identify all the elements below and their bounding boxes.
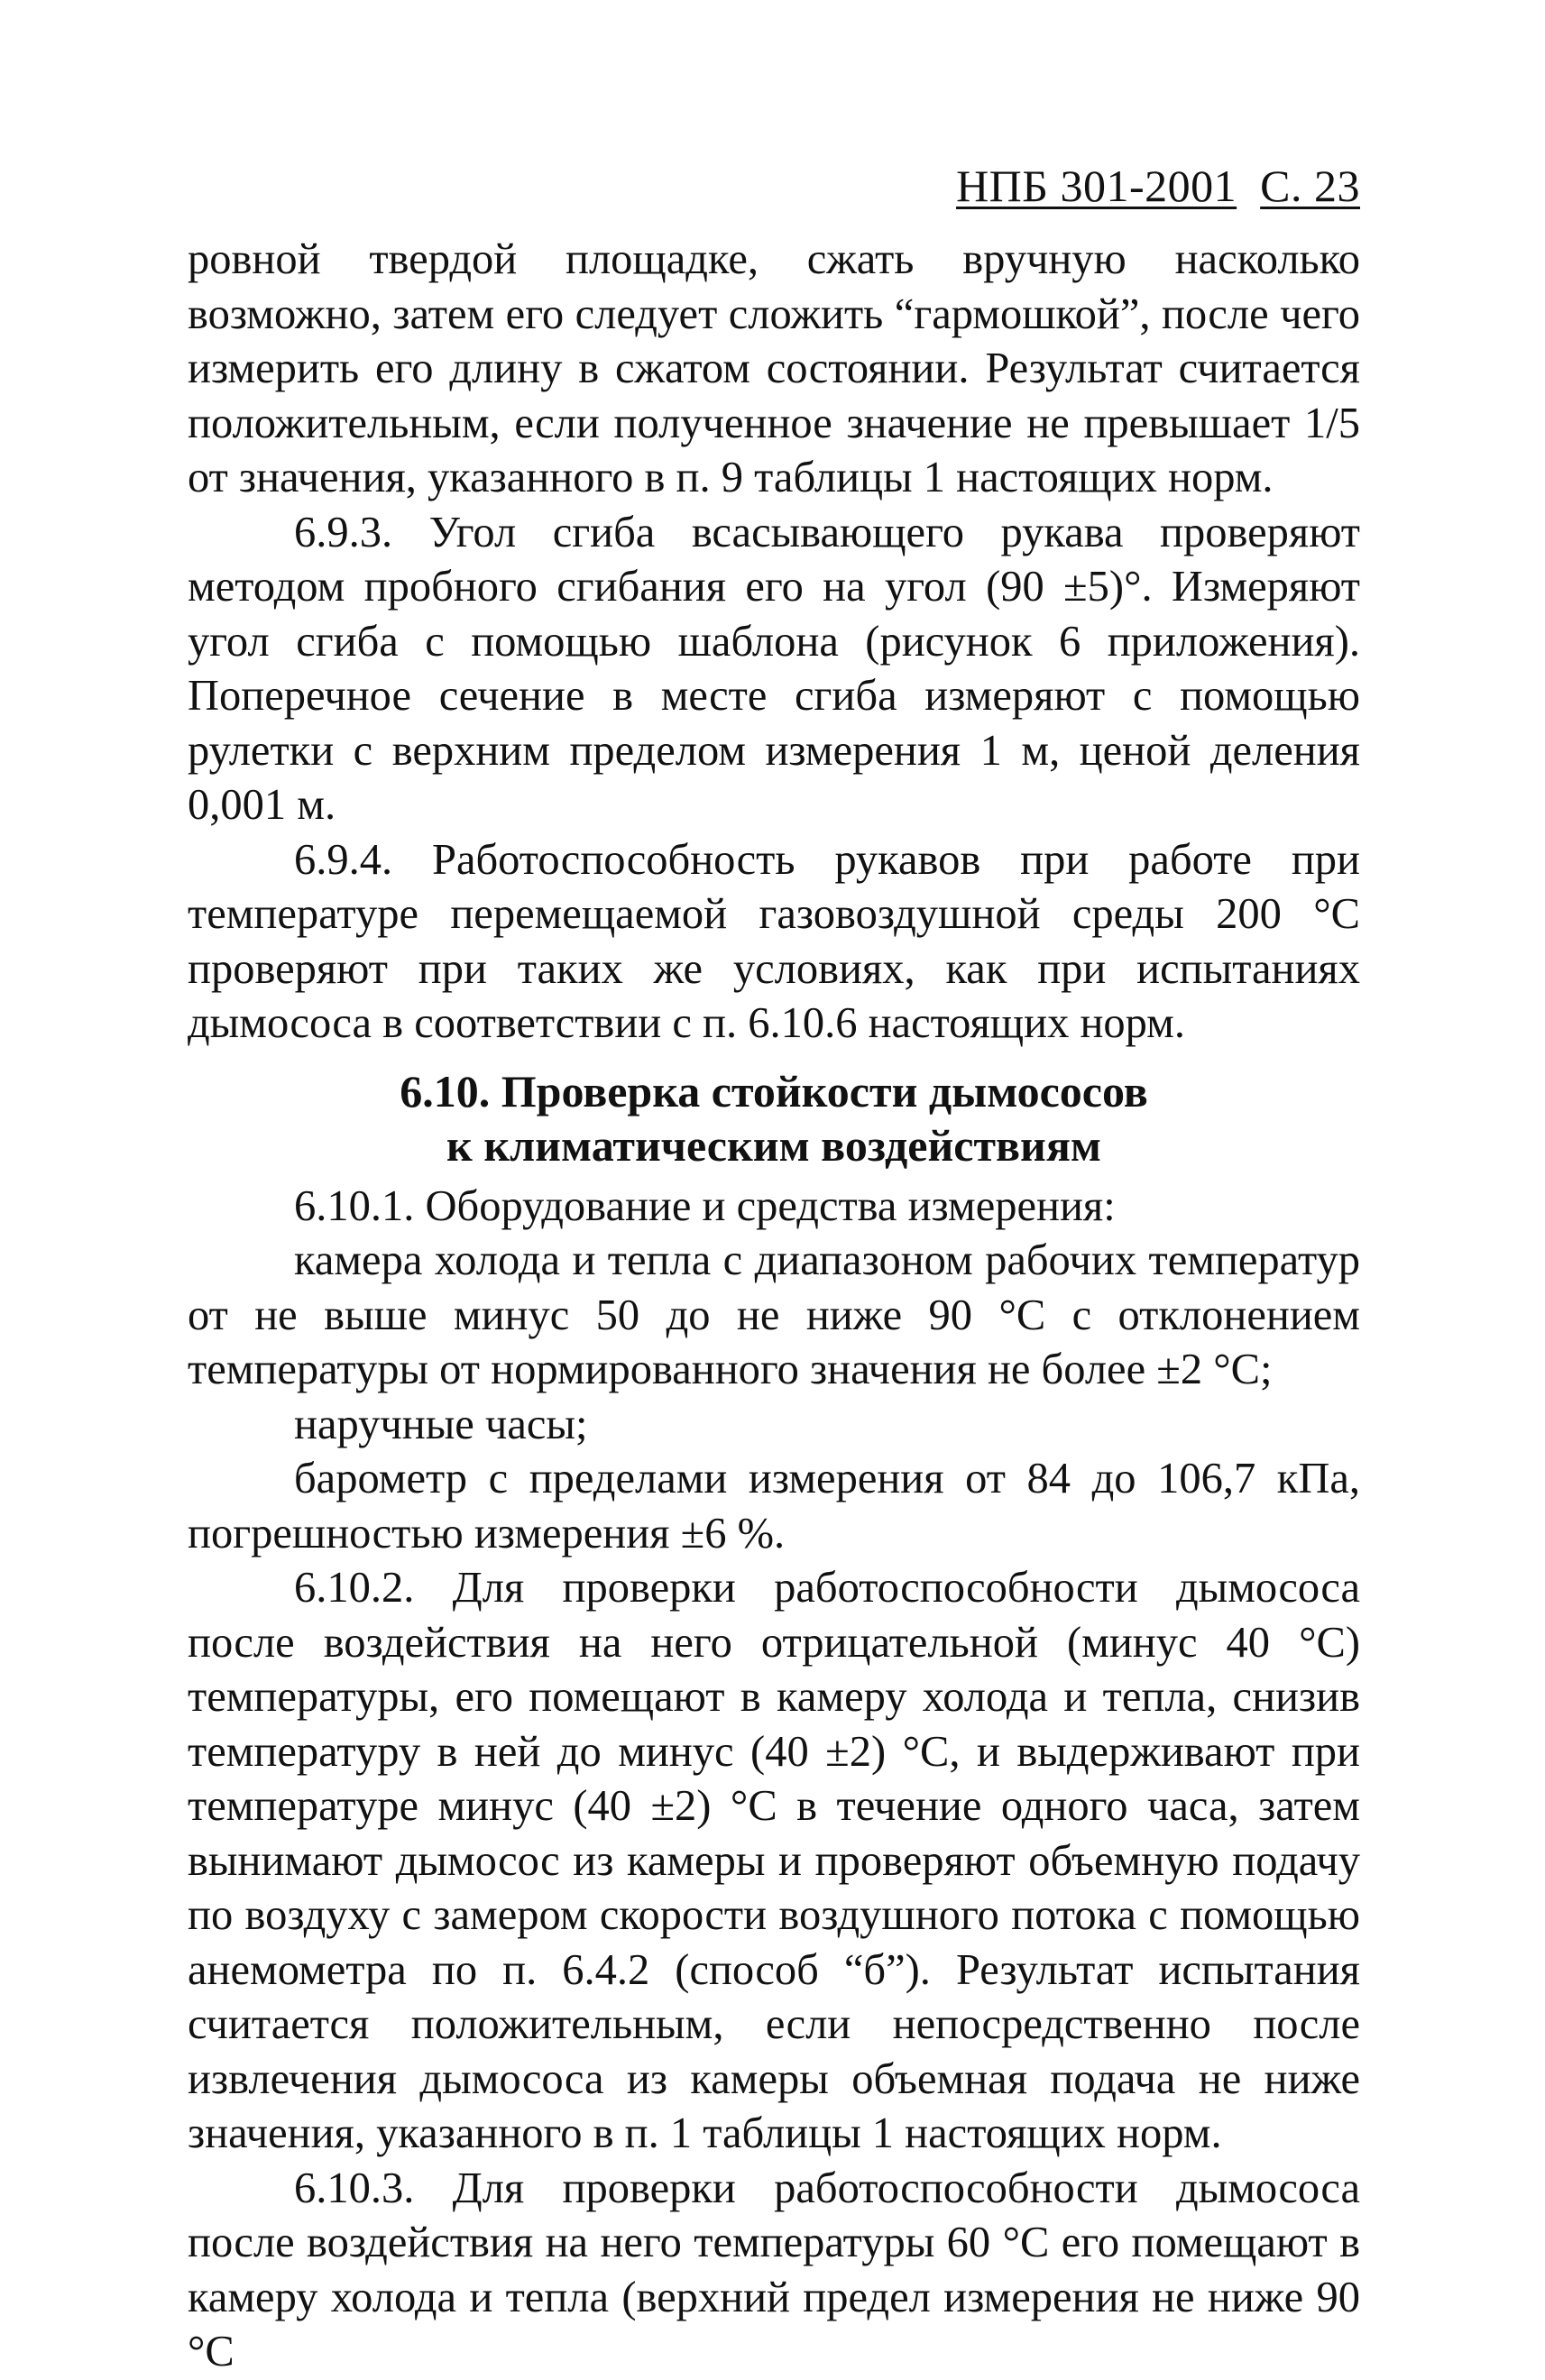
document-code: НПБ 301-2001 — [956, 161, 1237, 211]
paragraph-6-9-4: 6.9.4. Работоспособность рукавов при работе при температуре перемещаемой газовоздушной среды 200 °С проверяют при таких же условиях, как при испытаниях дымососа в соответствии с п. 6.10.6 настоящих норм. — [188, 835, 1360, 1047]
page-body — [188, 233, 1360, 2380]
paragraph-6-9-3: 6.9.3. Угол сгиба всасывающего рукава проверяют методом пробного сгибания его на угол (90 ±5)°. Измеряют угол сгиба с помощью шаблона (рисунок 6 приложения). Поперечное сечение в месте сгиба измеряют с помощью рулетки с верхним пределом измерения 1 м, ценой деления 0,001 м. — [188, 508, 1360, 829]
page-number: С. 23 — [1260, 161, 1360, 211]
paragraph-6-10-3: 6.10.3. Для проверки работоспособности дымососа после воздействия на него температуры 60 °С его помещают в камеру холода и тепла (верхний предел измерения не ниже 90 °С — [188, 2164, 1360, 2375]
section-heading-line-2: к климатическим воздействиям — [446, 1119, 1101, 1171]
section-heading-line-1: 6.10. Проверка стойкости дымососов — [400, 1065, 1148, 1116]
paragraph-continuation: ровной твердой площадке, сжать вручную насколько возможно, затем его следует сложить “гармошкой”, после чего измерить его длину в сжатом состоянии. Результат считается положительным, если полученное значение не превышает 1/5 от значения, указанного в п. 9 таблицы 1 настоящих норм. — [188, 235, 1360, 501]
section-heading-6-10 — [188, 1064, 1360, 1172]
paragraph-6-10-2: 6.10.2. Для проверки работоспособности дымососа после воздействия на него отрицательной (минус 40 °С) температуры, его помещают в камеру холода и тепла, снизив температуру в ней до минус (40 ±2) °С, и выдерживают при температуре минус (40 ±2) °С в течение одного часа, затем вынимают дымосос из камеры и проверяют объемную подачу по воздуху с замером скорости воздушного потока с помощью анемометра по п. 6.4.2 (способ “б”). Результат испытания считается положительным, если непосредственно после извлечения дымососа из камеры объемная подача не ниже значения, указанного в п. 1 таблицы 1 настоящих норм. — [188, 1564, 1360, 2157]
list-item-barometer: барометр с пределами измерения от 84 до 106,7 кПа, погрешностью измерения ±6 %. — [188, 1455, 1360, 1558]
paragraph-6-10-1: 6.10.1. Оборудование и средства измерения: — [294, 1181, 1116, 1230]
list-item-wristwatch: наручные часы; — [294, 1400, 588, 1448]
list-item-climate-chamber: камера холода и тепла с диапазоном рабочих температур от не выше минус 50 до не ниже 90 °С с отклонением температуры от нормированного значения не более ±2 °С; — [188, 1236, 1360, 1393]
page-header — [956, 161, 1360, 211]
